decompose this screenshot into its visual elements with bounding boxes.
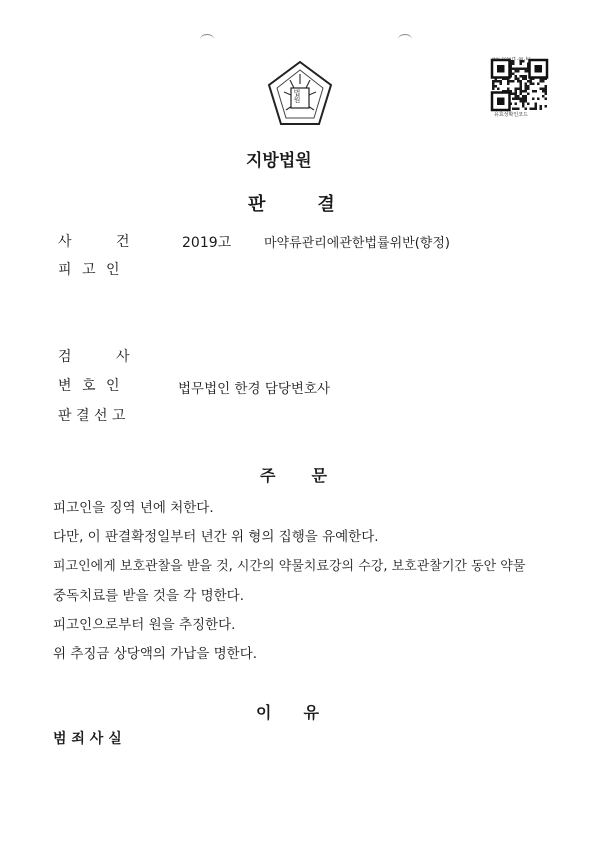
counsel-value: 법무법인 한경 담당변호사 xyxy=(178,381,331,397)
order-line: 피고인으로부터 원을 추징한다. xyxy=(53,617,236,633)
title-left: 판 xyxy=(248,194,266,215)
reason-heading xyxy=(256,700,319,723)
reason-heading-left: 이 xyxy=(256,703,272,722)
order-line: 다만, 이 판결확정일부터 년간 위 형의 집행을 유예한다. xyxy=(53,529,379,545)
punch-hole-mark xyxy=(398,34,412,45)
reason-heading-right: 유 xyxy=(303,703,319,722)
court-seal-icon xyxy=(264,58,336,134)
counsel-label: 변 호 인 xyxy=(58,378,120,394)
title-right: 결 xyxy=(317,194,335,215)
order-heading-right: 문 xyxy=(311,466,327,485)
document-title xyxy=(248,190,335,216)
order-line: 중독치료를 받을 것을 각 명한다. xyxy=(53,588,244,604)
case-number: 2019고 xyxy=(182,235,232,251)
order-heading xyxy=(260,463,327,486)
order-line: 위 추징금 상당액의 가납을 명한다. xyxy=(53,646,258,662)
qr-caption: 유효성확인코드 xyxy=(494,112,528,118)
court-name: 지방법원 xyxy=(246,151,312,171)
qr-code-icon xyxy=(490,52,550,118)
defendant-label: 피 고 인 xyxy=(58,262,120,278)
seal-text: 법원 xyxy=(293,89,301,103)
prosecutor-label: 검 사 xyxy=(58,349,130,365)
verdict-date-label: 판 결 선 고 xyxy=(58,408,126,424)
order-line: 피고인을 징역 년에 처한다. xyxy=(53,500,214,516)
case-label: 사 건 xyxy=(58,234,130,250)
order-line: 피고인에게 보호관찰을 받을 것, 시간의 약물치료강의 수강, 보호관찰기간 동안 약물 xyxy=(53,559,526,574)
case-name: 마약류관리에관한법률위반(향정) xyxy=(264,236,450,251)
punch-hole-mark xyxy=(200,34,214,45)
crime-facts-heading: 범 죄 사 실 xyxy=(53,731,122,747)
qr-url: www.scourt.go.kr xyxy=(492,56,531,61)
order-heading-left: 주 xyxy=(260,466,276,485)
